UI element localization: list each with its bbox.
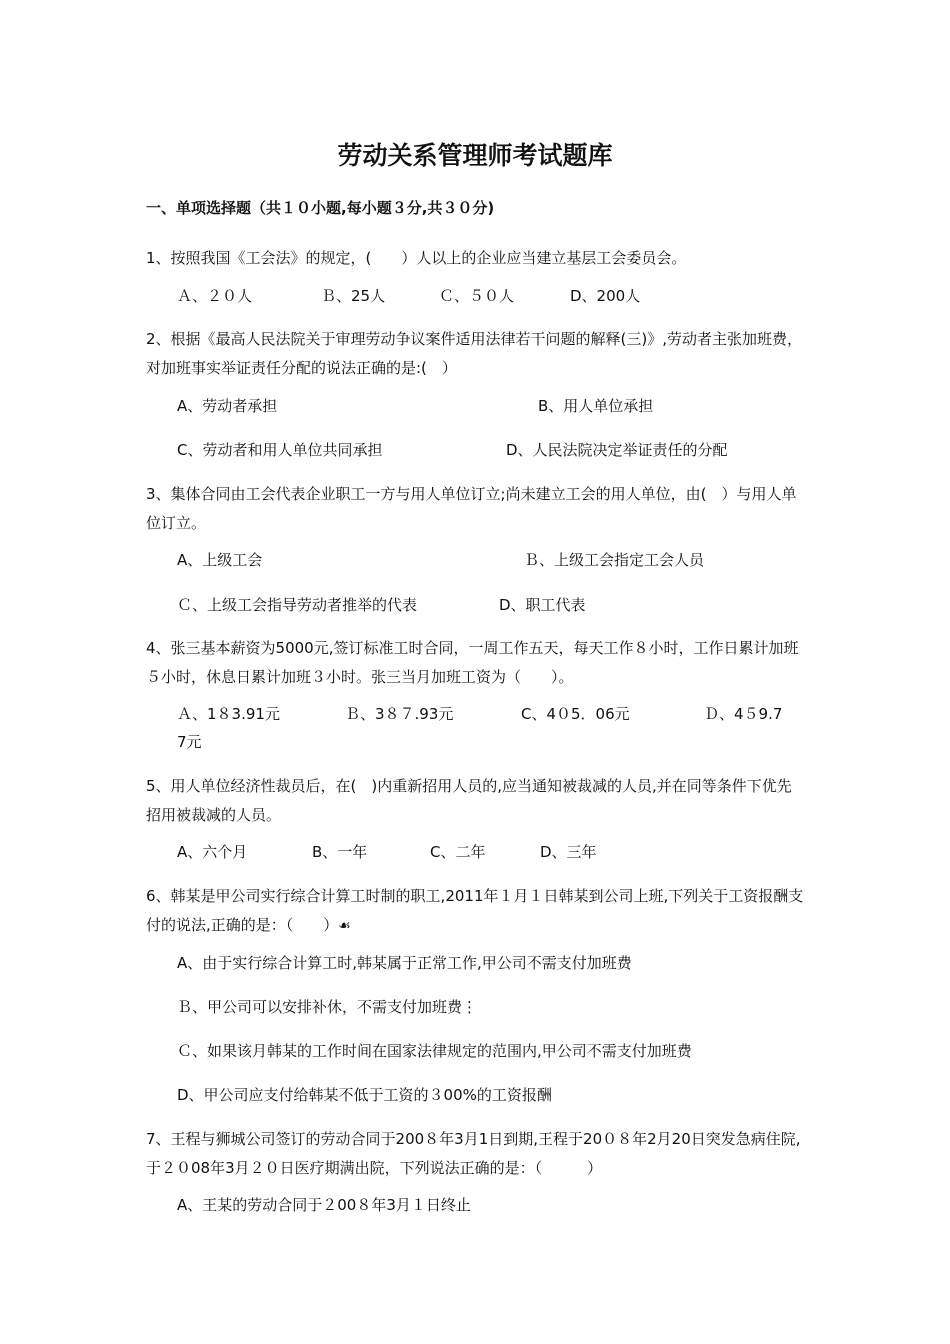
- q5-option-c: C、二年: [430, 843, 486, 861]
- q2-option-d: D、人民法院决定举证责任的分配: [506, 441, 728, 459]
- q5-option-b: B、一年: [312, 843, 368, 861]
- question-3: 3、集体合同由工会代表企业职工一方与用人单位订立;尚未建立工会的用人单位，由( ）与用人单位订立。: [146, 485, 797, 532]
- q4-option-d-continued: 7元: [177, 733, 202, 751]
- section-heading: 一、单项选择题（共１０小题,每小题３分,共３０分): [146, 199, 495, 217]
- q1-option-b: Ｂ、25人: [321, 287, 386, 305]
- q1-option-a: Ａ、２０人: [177, 287, 253, 305]
- q3-option-a: A、上级工会: [177, 551, 263, 569]
- question-6-text: 6、韩某是甲公司实行综合计算工时制的职工,2011年１月１日韩某到公司上班,下列关于工资报酬支付的说法,正确的是：（ ）: [146, 887, 804, 934]
- q1-option-c: Ｃ、５０人: [439, 287, 515, 305]
- page-title: 劳动关系管理师考试题库: [337, 141, 613, 170]
- q6-option-d: D、甲公司应支付给韩某不低于工资的３00%的工资报酬: [177, 1086, 552, 1104]
- q4-option-b: Ｂ、3８７.93元: [345, 705, 454, 723]
- q6-option-c: Ｃ、如果该月韩某的工作时间在国家法律规定的范围内,甲公司不需支付加班费: [177, 1042, 692, 1060]
- q4-option-a: Ａ、1８3.91元: [177, 705, 280, 723]
- question-2: 2、根据《最高人民法院关于审理劳动争议案件适用法律若干问题的解释(三)》,劳动者主张加班费，对加班事实举证责任分配的说法正确的是:( ）: [146, 330, 803, 377]
- question-4: 4、张三基本薪资为5000元,签订标准工时合同，一周工作五天，每天工作８小时，工作日累计加班５小时，休息日累计加班３小时。张三当月加班工资为（ ）。: [146, 639, 799, 686]
- q3-option-d: D、职工代表: [499, 596, 586, 614]
- q3-option-c: Ｃ、上级工会指导劳动者推举的代表: [177, 596, 418, 614]
- q7-option-a: A、王某的劳动合同于２00８年3月１日终止: [177, 1196, 471, 1214]
- question-1: 1、按照我国《工会法》的规定，( ）人以上的企业应当建立基层工会委员会。: [146, 249, 687, 267]
- q5-option-d: D、三年: [540, 843, 597, 861]
- q4-option-d: Ｄ、4５9.7: [704, 705, 783, 723]
- q4-option-c: C、4０5．06元: [521, 705, 630, 723]
- question-7: 7、王程与狮城公司签订的劳动合同于200８年3月1日到期,王程于20０８年2月20日突发急病住院,于２０08年3月２０日医疗期满出院，下列说法正确的是：（ ）: [146, 1130, 801, 1177]
- question-6: [146, 882, 806, 941]
- q2-option-c: C、劳动者和用人单位共同承担: [177, 441, 383, 459]
- q5-option-a: A、六个月: [177, 843, 248, 861]
- paragraph-mark-icon: ☙: [338, 918, 351, 934]
- q6-option-a: A、由于实行综合计算工时,韩某属于正常工作,甲公司不需支付加班费: [177, 954, 632, 972]
- question-5: 5、用人单位经济性裁员后，在( )内重新招用人员的,应当通知被裁减的人员,并在同等条件下优先招用被裁减的人员。: [146, 777, 792, 824]
- q6-option-b: Ｂ、甲公司可以安排补休，不需支付加班费⋮: [177, 998, 478, 1016]
- q2-option-b: B、用人单位承担: [538, 397, 654, 415]
- q2-option-a: A、劳动者承担: [177, 397, 278, 415]
- q3-option-b: Ｂ、上级工会指定工会人员: [524, 551, 705, 569]
- q1-option-d: D、200人: [570, 287, 641, 305]
